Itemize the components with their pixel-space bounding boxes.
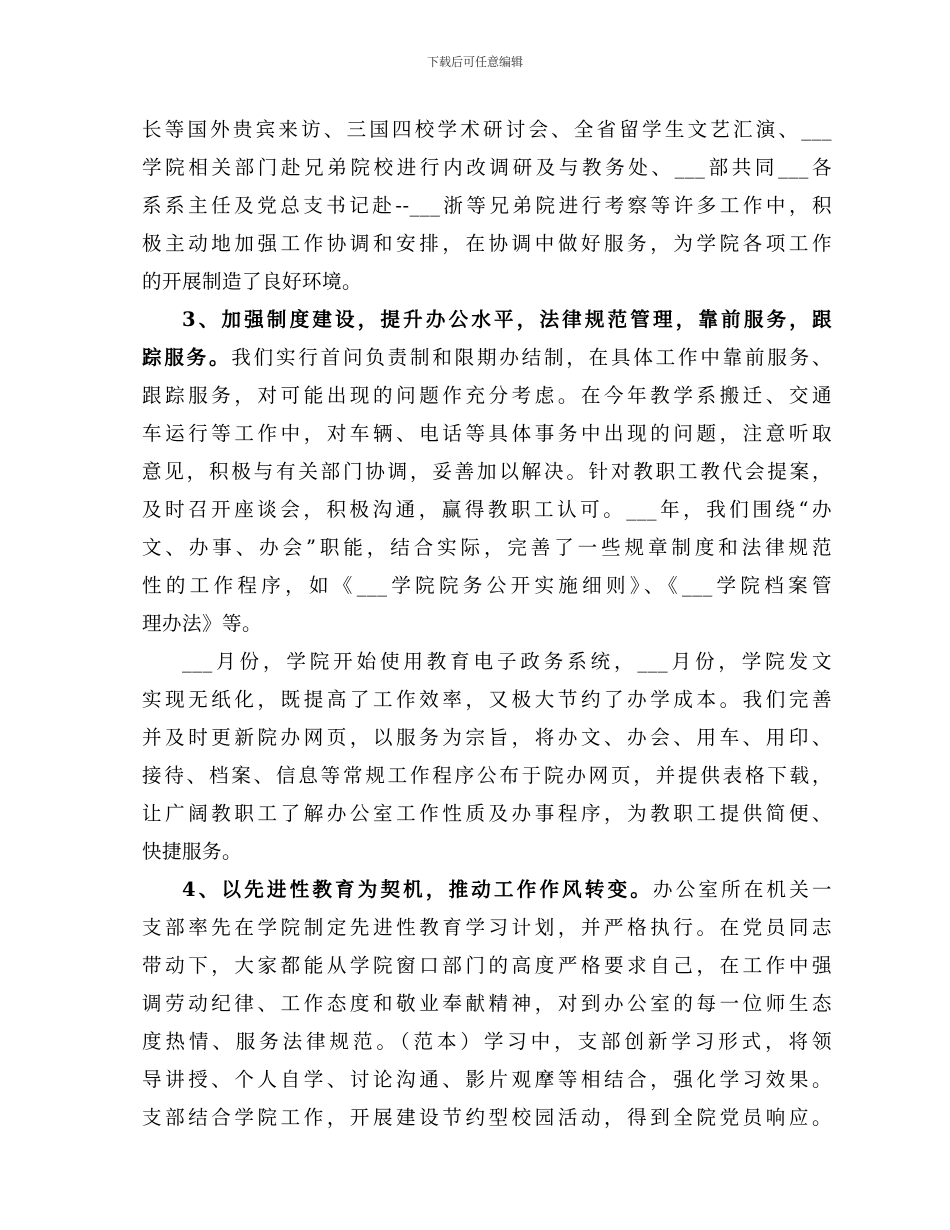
text-line: 学院相关部门赴兄弟院校进行内改调研及与教务处、___部共同___各 bbox=[142, 156, 832, 179]
text-line: 接待、档案、信息等常规工作程序公布于院办网页，并提供表格下载， bbox=[142, 764, 832, 787]
text-line: 快捷服务。 bbox=[142, 840, 243, 863]
text-line: 极主动地加强工作协调和安排，在协调中做好服务，为学院各项工作 bbox=[142, 232, 832, 255]
text-line: 导讲授、个人自学、讨论沟通、影片观摩等相结合，强化学习效果。 bbox=[142, 1068, 832, 1091]
text-line: 性的工作程序，如《___学院院务公开实施细则》、《___学院档案管 bbox=[142, 574, 832, 597]
text-line bbox=[142, 345, 832, 371]
page-header-note: 下载后可任意编辑 bbox=[426, 55, 523, 69]
text-line: 支部结合学院工作，开展建设节约型校园活动，得到全院党员响应。 bbox=[142, 1106, 832, 1129]
text-line: 长等国外贵宾来访、三国四校学术研讨会、全省留学生文艺汇演、___ bbox=[142, 118, 832, 141]
text-line bbox=[182, 877, 832, 903]
text-line: 实现无纸化，既提高了工作效率，又极大节约了办学成本。我们完善 bbox=[142, 688, 832, 711]
text-line: 让广阔教职工了解办公室工作性质及办事程序，为教职工提供简便、 bbox=[142, 802, 832, 825]
text-line: 的开展制造了良好环境。 bbox=[142, 270, 363, 293]
text-line: 跟踪服务，对可能出现的问题作充分考虑。在今年教学系搬迁、交通 bbox=[142, 384, 832, 407]
text-line: 车运行等工作中，对车辆、电话等具体事务中出现的问题，注意听取 bbox=[142, 422, 832, 445]
text-line: 理办法》等。 bbox=[142, 612, 263, 635]
text-line: 并及时更新院办网页，以服务为宗旨，将办文、办会、用车、用印、 bbox=[142, 726, 832, 749]
text-line: ___月份，学院开始使用教育电子政务系统，___月份，学院发文 bbox=[182, 650, 832, 673]
section-heading-4: 4、以先进性教育为契机，推动工作作风转变。 bbox=[182, 878, 653, 901]
text-line: 及时召开座谈会，积极沟通，赢得教职工认可。___年，我们围绕“办 bbox=[142, 498, 832, 521]
text-line: 支部率先在学院制定先进性教育学习计划，并严格执行。在党员同志 bbox=[142, 916, 832, 939]
text-fragment: 办公室所在机关一 bbox=[653, 878, 832, 901]
text-fragment: 我们实行首问负责制和限期办结制，在具体工作中靠前服务、 bbox=[231, 346, 832, 369]
text-line: 系系主任及党总支书记赴--___浙等兄弟院进行考察等许多工作中，积 bbox=[142, 194, 832, 217]
text-line: 调劳动纪律、工作态度和敬业奉献精神，对到办公室的每一位师生态 bbox=[142, 992, 832, 1015]
text-line: 带动下，大家都能从学院窗口部门的高度严格要求自己，在工作中强 bbox=[142, 954, 832, 977]
section-heading-3: 3、加强制度建设，提升办公水平，法律规范管理，靠前服务，跟 bbox=[182, 308, 832, 331]
section-heading-3-end: 踪服务。 bbox=[142, 346, 232, 369]
text-line: 意见，积极与有关部门协调，妥善加以解决。针对教职工教代会提案， bbox=[142, 460, 832, 483]
text-line: 度热情、服务法律规范。（范本）学习中，支部创新学习形式，将领 bbox=[142, 1030, 832, 1053]
text-line: 文、办事、办会”职能，结合实际，完善了一些规章制度和法律规范 bbox=[142, 536, 832, 559]
